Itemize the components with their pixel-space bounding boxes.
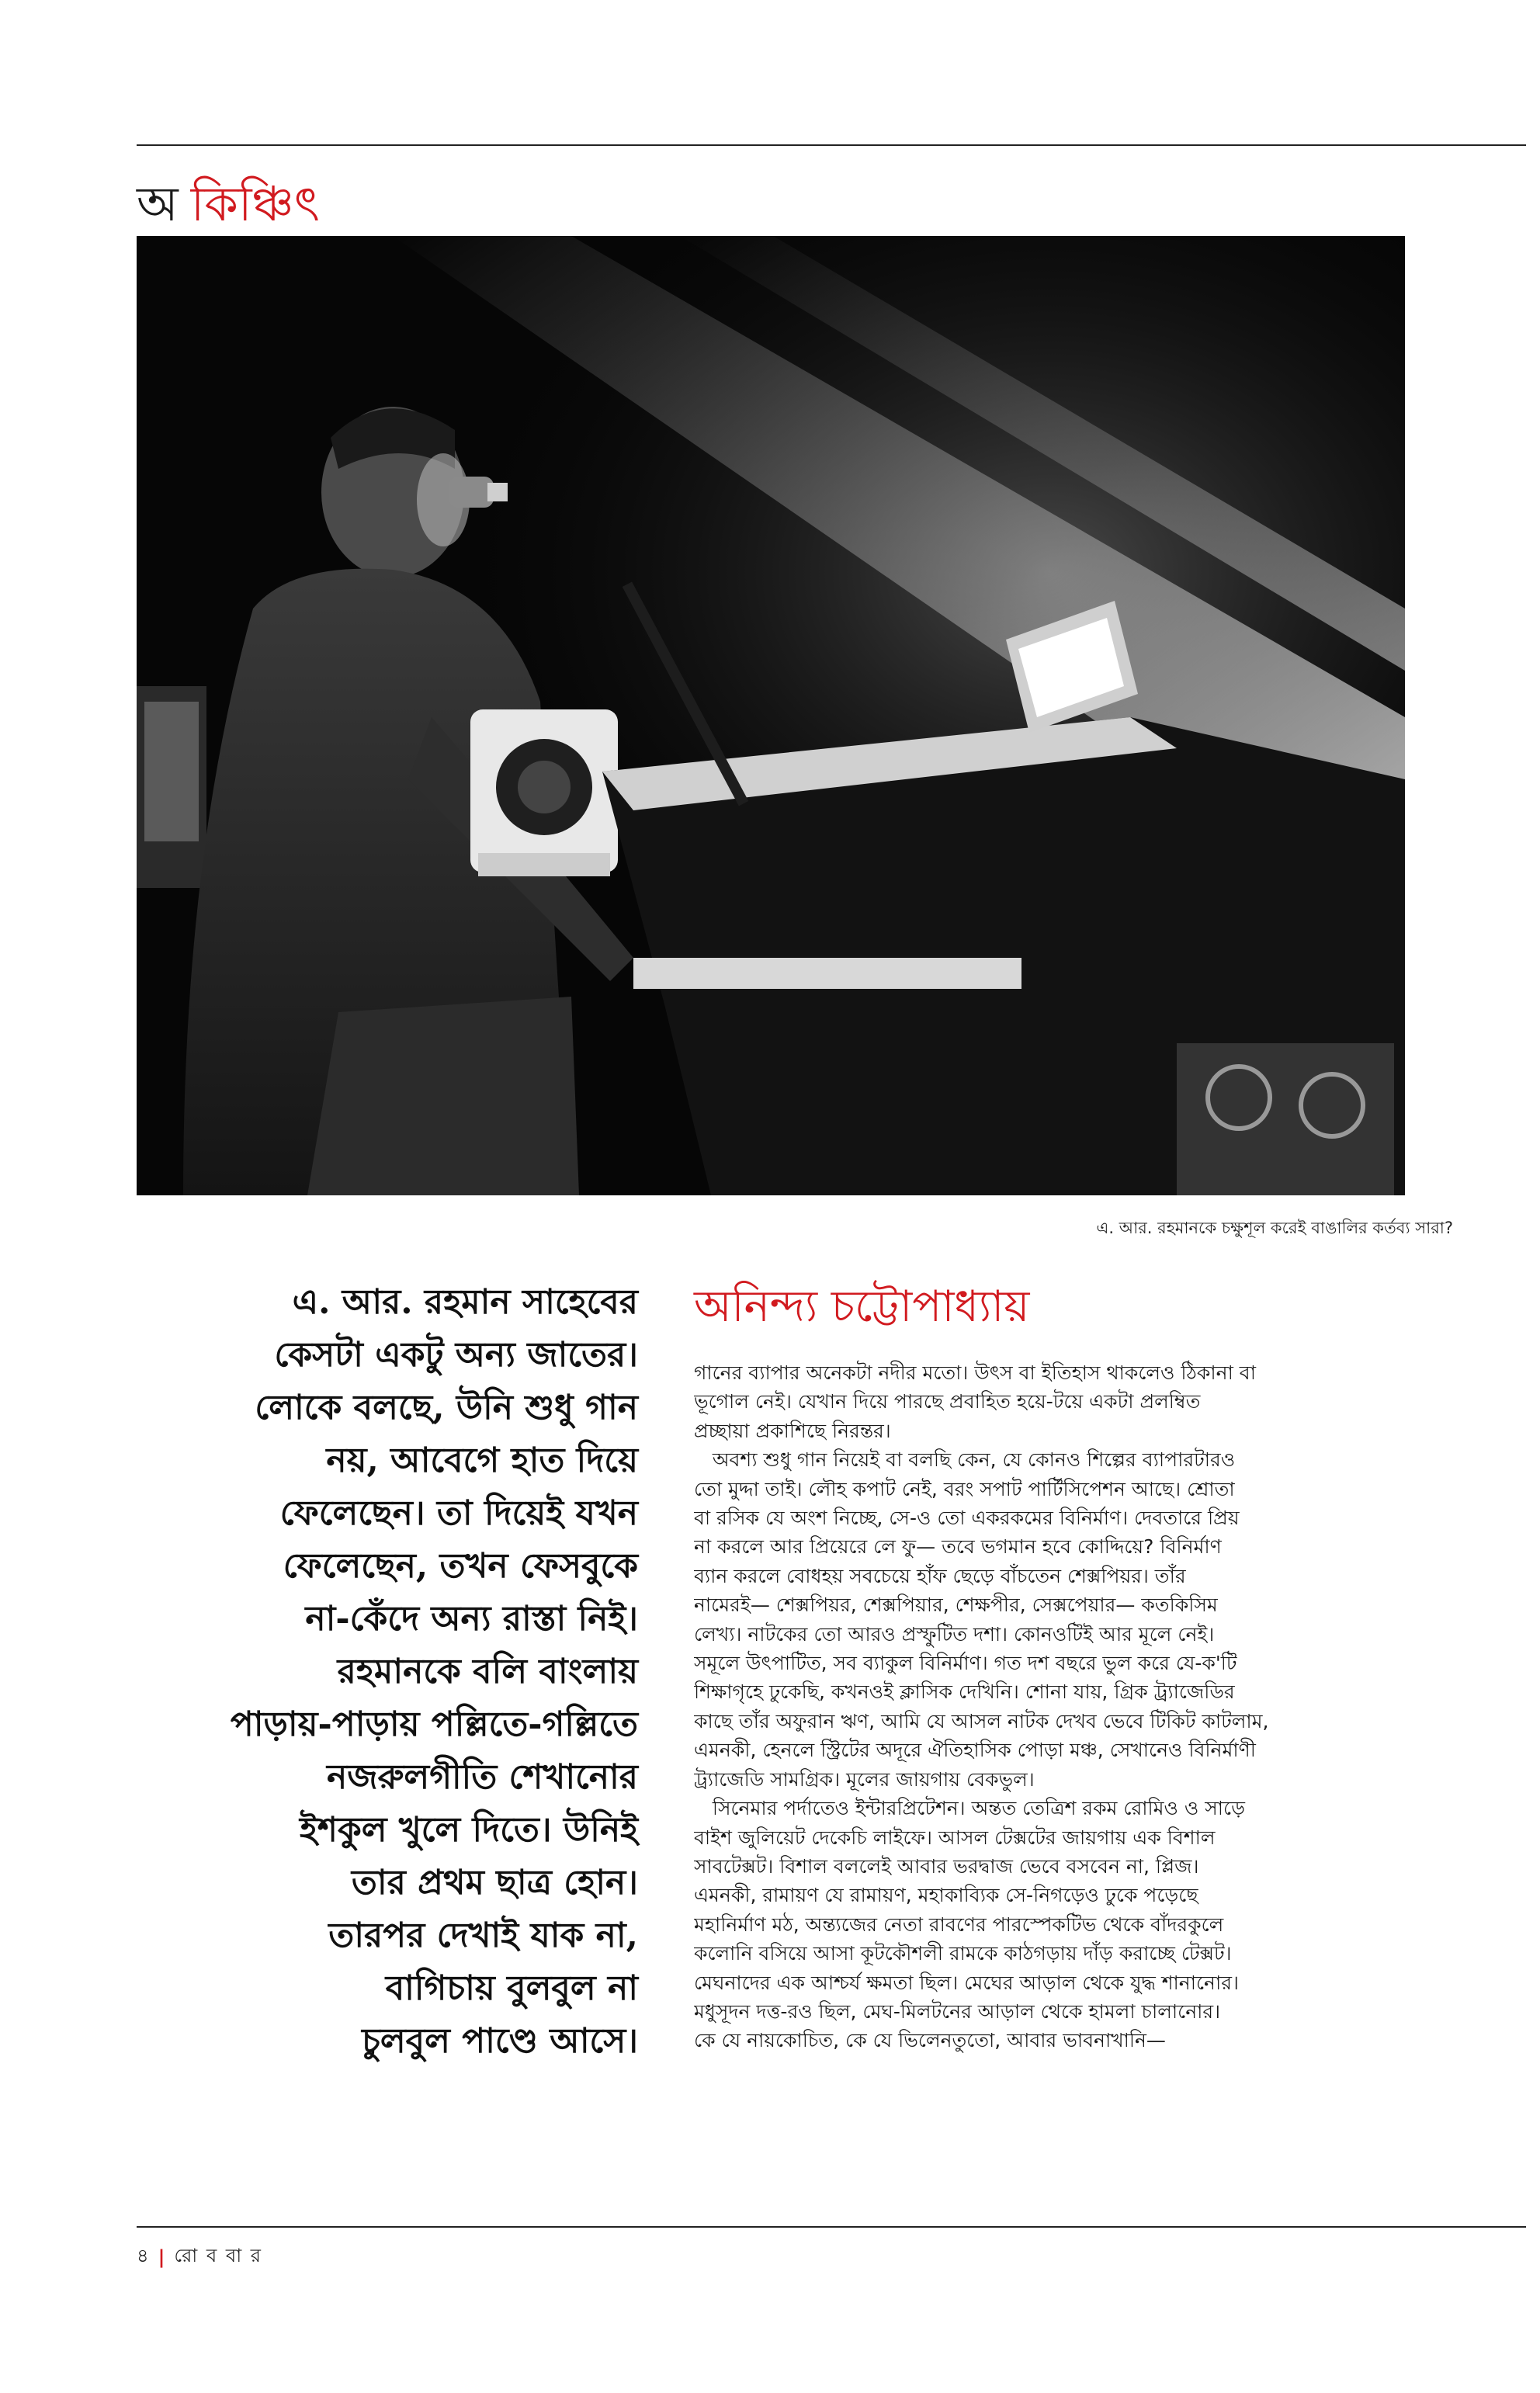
pull-quote-line: নয়, আবেগে হাত দিয়ে bbox=[326, 1441, 638, 1480]
pull-quote-line: না-কেঁদে অন্য রাস্তা নিই। bbox=[305, 1599, 638, 1639]
section-name: কিঞ্চিৎ bbox=[190, 175, 320, 232]
article-line: মহানির্মাণ মঠ, অন্ত্যজের নেতা রাবণের পারস্পেকটিভ থেকে বাঁদরকুলে bbox=[694, 1913, 1224, 1936]
footer-separator: | bbox=[158, 2246, 165, 2268]
article-line: ব্যান করলে বোধহয় সবচেয়ে হাঁফ ছেড়ে বাঁচতেন শেক্সপিয়র। তাঁর bbox=[694, 1564, 1186, 1587]
article-line: শিক্ষাগৃহে ঢুকেছি, কখনওই ক্লাসিক দেখিনি। শোনা যায়, গ্রিক ট্র্যাজেডির bbox=[694, 1680, 1235, 1704]
article-line: কে যে নায়কোচিত, কে যে ভিলেনতুতো, আবার ভাবনাখানি— bbox=[694, 2029, 1166, 2052]
pull-quote bbox=[202, 1276, 638, 2068]
article-line: না করলে আর প্রিয়েরে লে ফু— তবে ভগমান হবে কোদ্দিয়ে? বিনির্মাণ bbox=[694, 1535, 1222, 1559]
pull-quote-line: পাড়ায়-পাড়ায় পল্লিতে-গল্লিতে bbox=[230, 1705, 638, 1744]
pull-quote-line: ফেলেছেন। তা দিয়েই যখন bbox=[279, 1493, 638, 1533]
pull-quote-line: এ. আর. রহমান সাহেবের bbox=[292, 1282, 638, 1322]
pull-quote-line: কেসটা একটু অন্য জাতের। bbox=[274, 1335, 638, 1375]
article-line: এমনকী, রামায়ণ যে রামায়ণ, মহাকাব্যিক সে-নিগড়েও ঢুকে পড়েছে bbox=[694, 1884, 1198, 1907]
pull-quote-line: তারপর দেখাই যাক না, bbox=[328, 1916, 638, 1955]
section-prefix: অ bbox=[137, 175, 179, 232]
article-line: প্রচ্ছায়া প্রকাশিছে নিরন্তর। bbox=[694, 1419, 891, 1442]
page-number: ৪ bbox=[137, 2245, 149, 2266]
pull-quote-line: বাগিচায় বুলবুল না bbox=[385, 1968, 638, 2008]
article-line: ট্র্যাজেডি সামগ্রিক। মূলের জায়গায় বেকভুল। bbox=[694, 1767, 1035, 1791]
top-rule bbox=[137, 144, 1526, 146]
page-footer bbox=[137, 2242, 262, 2273]
pull-quote-line: চুলবুল পাণ্ডে আসে। bbox=[362, 2021, 638, 2061]
article-line: তো মুদ্দা তাই। লৌহ কপাট নেই, বরং সপাট পার্টিসিপেশন আছে। শ্রোতা bbox=[694, 1477, 1235, 1500]
article-line: সিনেমার পর্দাতেও ইন্টারপ্রিটেশন। অন্তত তেত্রিশ রকম রোমিও ও সাড়ে bbox=[694, 1797, 1245, 1820]
article-line: কলোনি বসিয়ে আসা কূটকৌশলী রামকে কাঠগড়ায় দাঁড় করাচ্ছে টেক্সট। bbox=[694, 1942, 1232, 1965]
concert-photo bbox=[137, 236, 1405, 1195]
article-line: লেখ্য। নাটকের তো আরও প্রস্ফুটিত দশা। কোনওটিই আর মূলে নেই। bbox=[694, 1622, 1215, 1646]
article-line: গানের ব্যাপার অনেকটা নদীর মতো। উৎস বা ইতিহাস থাকলেও ঠিকানা বা bbox=[694, 1361, 1256, 1384]
article-line: মধুসূদন দত্ত-রও ছিল, মেঘ-মিলটনের আড়াল থেকে হামলা চালানোর। bbox=[694, 1999, 1221, 2023]
pull-quote-line: ফেলেছেন, তখন ফেসবুকে bbox=[283, 1546, 638, 1586]
article-line: নামেরই— শেক্সপিয়র, শেক্সপিয়ার, শেক্ষপীর, সেক্সপেয়ার— কতকিসিম bbox=[694, 1594, 1218, 1617]
bottom-rule bbox=[137, 2226, 1526, 2228]
photo-caption: এ. আর. রহমানকে চক্ষুশূল করেই বাঙালির কর্তব্য সারা? bbox=[1096, 1219, 1453, 1237]
pull-quote-line: রহমানকে বলি বাংলায় bbox=[337, 1652, 638, 1691]
article-line: ভূগোল নেই। যেখান দিয়ে পারছে প্রবাহিত হয়ে-টয়ে একটা প্রলম্বিত bbox=[694, 1390, 1201, 1413]
article-line: কাছে তাঁর অফুরান ঋণ, আমি যে আসল নাটক দেখব ভেবে টিকিট কাটলাম, bbox=[694, 1709, 1269, 1732]
article-line: এমনকী, হেনলে স্ট্রিটের অদূরে ঐতিহাসিক পোড়া মঞ্চ, সেখানেও বিনির্মাণী bbox=[694, 1739, 1256, 1762]
section-header bbox=[137, 169, 320, 239]
article-line: অবশ্য শুধু গান নিয়েই বা বলছি কেন, যে কোনও শিল্পের ব্যাপারটারও bbox=[694, 1448, 1236, 1472]
pull-quote-line: তার প্রথম ছাত্র হোন। bbox=[351, 1863, 638, 1902]
article-line: মেঘনাদের এক আশ্চর্য ক্ষমতা ছিল। মেঘের আড়াল থেকে যুদ্ধ শানানোর। bbox=[694, 1971, 1239, 1994]
article-line: বা রসিক যে অংশ নিচ্ছে, সে-ও তো একরকমের বিনির্মাণ। দেবতারে প্রিয় bbox=[694, 1507, 1240, 1530]
article-line: সাবটেক্সট। বিশাল বললেই আবার ভরদ্বাজ ভেবে বসবেন না, প্লিজ। bbox=[694, 1854, 1199, 1878]
pull-quote-line: নজরুলগীতি শেখানোর bbox=[327, 1757, 638, 1797]
magazine-name: রো ব বা র bbox=[174, 2245, 263, 2266]
article-line: সমূলে উৎপাটিত, সব ব্যাকুল বিনির্মাণ। গত দশ বছরে ভুল করে যে-ক'টি bbox=[694, 1652, 1237, 1675]
article-body bbox=[694, 1358, 1416, 2055]
article-byline: অনিন্দ্য চট্টোপাধ্যায় bbox=[694, 1281, 1030, 1332]
pull-quote-line: লোকে বলছে, উনি শুধু গান bbox=[255, 1388, 638, 1427]
article-line: বাইশ জুলিয়েট দেকেচি লাইফে। আসল টেক্সটের জায়গায় এক বিশাল bbox=[694, 1826, 1216, 1849]
pull-quote-line: ইশকুল খুলে দিতে। উনিই bbox=[300, 1810, 638, 1850]
